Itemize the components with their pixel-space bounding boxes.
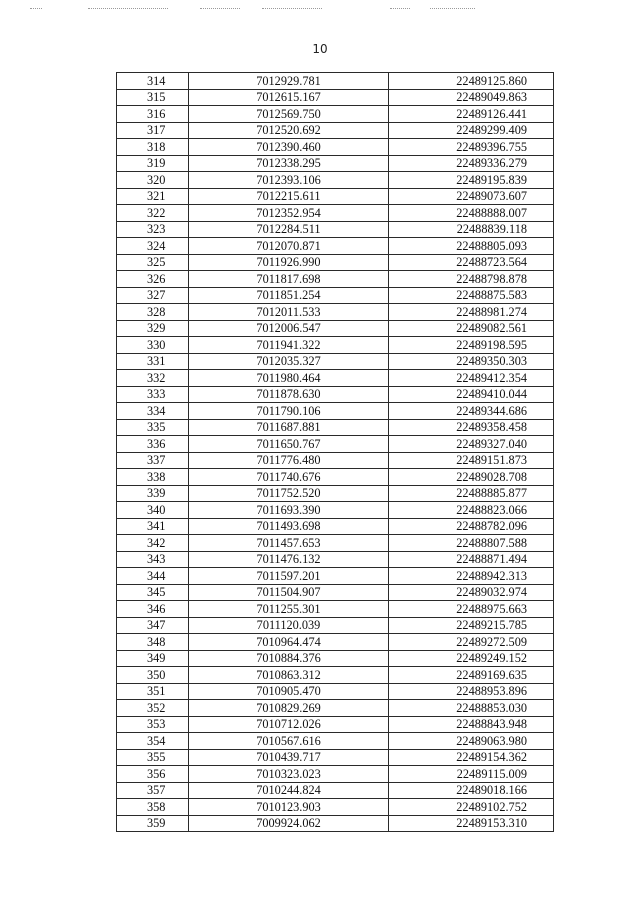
y-coordinate-cell: 22488888.007: [389, 205, 554, 222]
x-coordinate-cell: 7010712.026: [189, 716, 389, 733]
page-number: 10: [312, 42, 328, 56]
table-row: [117, 205, 554, 222]
table-row: [117, 634, 554, 651]
point-number-cell: 342: [117, 535, 189, 552]
x-coordinate-cell: 7011851.254: [189, 287, 389, 304]
x-coordinate-cell: 7010884.376: [189, 650, 389, 667]
x-coordinate-cell: 7012070.871: [189, 238, 389, 255]
table-row: [117, 518, 554, 535]
point-number-cell: 339: [117, 485, 189, 502]
x-coordinate-cell: 7012035.327: [189, 353, 389, 370]
x-coordinate-cell: 7010829.269: [189, 700, 389, 717]
y-coordinate-cell: 22489195.839: [389, 172, 554, 189]
table-row: [117, 617, 554, 634]
y-coordinate-cell: 22489198.595: [389, 337, 554, 354]
point-number-cell: 341: [117, 518, 189, 535]
table-row: [117, 452, 554, 469]
y-coordinate-cell: 22488807.588: [389, 535, 554, 552]
point-number-cell: 315: [117, 89, 189, 106]
x-coordinate-cell: 7012006.547: [189, 320, 389, 337]
x-coordinate-cell: 7011255.301: [189, 601, 389, 618]
x-coordinate-cell: 7010964.474: [189, 634, 389, 651]
x-coordinate-cell: 7011878.630: [189, 386, 389, 403]
point-number-cell: 325: [117, 254, 189, 271]
point-number-cell: 321: [117, 188, 189, 205]
y-coordinate-cell: 22489049.863: [389, 89, 554, 106]
table-row: [117, 749, 554, 766]
table-row: [117, 601, 554, 618]
y-coordinate-cell: 22488839.118: [389, 221, 554, 238]
table-row: [117, 535, 554, 552]
y-coordinate-cell: 22489063.980: [389, 733, 554, 750]
point-number-cell: 334: [117, 403, 189, 420]
table-row: [117, 353, 554, 370]
y-coordinate-cell: 22489032.974: [389, 584, 554, 601]
point-number-cell: 357: [117, 782, 189, 799]
point-number-cell: 338: [117, 469, 189, 486]
point-number-cell: 337: [117, 452, 189, 469]
point-number-cell: 355: [117, 749, 189, 766]
y-coordinate-cell: 22489215.785: [389, 617, 554, 634]
table-row: [117, 337, 554, 354]
point-number-cell: 318: [117, 139, 189, 156]
scan-header-artifacts: [30, 8, 490, 12]
y-coordinate-cell: 22489412.354: [389, 370, 554, 387]
x-coordinate-cell: 7010123.903: [189, 799, 389, 816]
y-coordinate-cell: 22488871.494: [389, 551, 554, 568]
y-coordinate-cell: 22489350.303: [389, 353, 554, 370]
x-coordinate-cell: 7010244.824: [189, 782, 389, 799]
y-coordinate-cell: 22488975.663: [389, 601, 554, 618]
table-row: [117, 271, 554, 288]
point-number-cell: 327: [117, 287, 189, 304]
x-coordinate-cell: 7012011.533: [189, 304, 389, 321]
point-number-cell: 349: [117, 650, 189, 667]
x-coordinate-cell: 7011740.676: [189, 469, 389, 486]
point-number-cell: 352: [117, 700, 189, 717]
y-coordinate-cell: 22489327.040: [389, 436, 554, 453]
x-coordinate-cell: 7011776.480: [189, 452, 389, 469]
point-number-cell: 326: [117, 271, 189, 288]
point-number-cell: 335: [117, 419, 189, 436]
x-coordinate-cell: 7012390.460: [189, 139, 389, 156]
y-coordinate-cell: 22488853.030: [389, 700, 554, 717]
x-coordinate-cell: 7010323.023: [189, 766, 389, 783]
y-coordinate-cell: 22489249.152: [389, 650, 554, 667]
x-coordinate-cell: 7011476.132: [189, 551, 389, 568]
x-coordinate-cell: 7011817.698: [189, 271, 389, 288]
point-number-cell: 351: [117, 683, 189, 700]
point-number-cell: 346: [117, 601, 189, 618]
point-number-cell: 336: [117, 436, 189, 453]
table-row: [117, 766, 554, 783]
table-row: [117, 815, 554, 832]
point-number-cell: 343: [117, 551, 189, 568]
y-coordinate-cell: 22489410.044: [389, 386, 554, 403]
table-row: [117, 221, 554, 238]
y-coordinate-cell: 22488953.896: [389, 683, 554, 700]
point-number-cell: 320: [117, 172, 189, 189]
x-coordinate-cell: 7011926.990: [189, 254, 389, 271]
x-coordinate-cell: 7012615.167: [189, 89, 389, 106]
table-row: [117, 502, 554, 519]
y-coordinate-cell: 22488805.093: [389, 238, 554, 255]
x-coordinate-cell: 7009924.062: [189, 815, 389, 832]
x-coordinate-cell: 7012393.106: [189, 172, 389, 189]
table-row: [117, 436, 554, 453]
table-row: [117, 584, 554, 601]
x-coordinate-cell: 7011790.106: [189, 403, 389, 420]
point-number-cell: 359: [117, 815, 189, 832]
y-coordinate-cell: 22488981.274: [389, 304, 554, 321]
x-coordinate-cell: 7010439.717: [189, 749, 389, 766]
y-coordinate-cell: 22489154.362: [389, 749, 554, 766]
y-coordinate-cell: 22489102.752: [389, 799, 554, 816]
y-coordinate-cell: 22488723.564: [389, 254, 554, 271]
point-number-cell: 345: [117, 584, 189, 601]
y-coordinate-cell: 22489126.441: [389, 106, 554, 123]
table-row: [117, 238, 554, 255]
y-coordinate-cell: 22489344.686: [389, 403, 554, 420]
x-coordinate-cell: 7012338.295: [189, 155, 389, 172]
x-coordinate-cell: 7012520.692: [189, 122, 389, 139]
table-row: [117, 485, 554, 502]
point-number-cell: 323: [117, 221, 189, 238]
table-row: [117, 172, 554, 189]
x-coordinate-cell: 7011980.464: [189, 370, 389, 387]
table-row: [117, 304, 554, 321]
y-coordinate-cell: 22488782.096: [389, 518, 554, 535]
x-coordinate-cell: 7012569.750: [189, 106, 389, 123]
x-coordinate-cell: 7010863.312: [189, 667, 389, 684]
table-row: [117, 155, 554, 172]
point-number-cell: 329: [117, 320, 189, 337]
table-row: [117, 386, 554, 403]
point-number-cell: 328: [117, 304, 189, 321]
point-number-cell: 340: [117, 502, 189, 519]
y-coordinate-cell: 22489336.279: [389, 155, 554, 172]
table-row: [117, 73, 554, 90]
point-number-cell: 322: [117, 205, 189, 222]
point-number-cell: 350: [117, 667, 189, 684]
x-coordinate-cell: 7010567.616: [189, 733, 389, 750]
table-row: [117, 568, 554, 585]
x-coordinate-cell: 7011120.039: [189, 617, 389, 634]
point-number-cell: 331: [117, 353, 189, 370]
x-coordinate-cell: 7012352.954: [189, 205, 389, 222]
table-row: [117, 551, 554, 568]
point-number-cell: 330: [117, 337, 189, 354]
y-coordinate-cell: 22489082.561: [389, 320, 554, 337]
y-coordinate-cell: 22489151.873: [389, 452, 554, 469]
point-number-cell: 314: [117, 73, 189, 90]
y-coordinate-cell: 22489358.458: [389, 419, 554, 436]
y-coordinate-cell: 22489073.607: [389, 188, 554, 205]
point-number-cell: 356: [117, 766, 189, 783]
y-coordinate-cell: 22488875.583: [389, 287, 554, 304]
point-number-cell: 324: [117, 238, 189, 255]
coordinates-table-body: [117, 73, 554, 832]
coordinates-table: [116, 72, 554, 832]
x-coordinate-cell: 7011650.767: [189, 436, 389, 453]
table-row: [117, 799, 554, 816]
x-coordinate-cell: 7010905.470: [189, 683, 389, 700]
y-coordinate-cell: 22488798.878: [389, 271, 554, 288]
table-row: [117, 403, 554, 420]
x-coordinate-cell: 7012215.611: [189, 188, 389, 205]
table-row: [117, 782, 554, 799]
y-coordinate-cell: 22489169.635: [389, 667, 554, 684]
point-number-cell: 333: [117, 386, 189, 403]
table-row: [117, 122, 554, 139]
y-coordinate-cell: 22489115.009: [389, 766, 554, 783]
x-coordinate-cell: 7011687.881: [189, 419, 389, 436]
y-coordinate-cell: 22488942.313: [389, 568, 554, 585]
x-coordinate-cell: 7011693.390: [189, 502, 389, 519]
table-row: [117, 188, 554, 205]
table-row: [117, 650, 554, 667]
x-coordinate-cell: 7011457.653: [189, 535, 389, 552]
x-coordinate-cell: 7011597.201: [189, 568, 389, 585]
table-row: [117, 89, 554, 106]
table-row: [117, 139, 554, 156]
table-row: [117, 419, 554, 436]
table-row: [117, 287, 554, 304]
point-number-cell: 348: [117, 634, 189, 651]
point-number-cell: 353: [117, 716, 189, 733]
table-row: [117, 254, 554, 271]
y-coordinate-cell: 22489153.310: [389, 815, 554, 832]
point-number-cell: 344: [117, 568, 189, 585]
x-coordinate-cell: 7012284.511: [189, 221, 389, 238]
point-number-cell: 319: [117, 155, 189, 172]
x-coordinate-cell: 7012929.781: [189, 73, 389, 90]
x-coordinate-cell: 7011504.907: [189, 584, 389, 601]
y-coordinate-cell: 22488823.066: [389, 502, 554, 519]
y-coordinate-cell: 22488843.948: [389, 716, 554, 733]
table-row: [117, 733, 554, 750]
point-number-cell: 317: [117, 122, 189, 139]
table-row: [117, 106, 554, 123]
y-coordinate-cell: 22489018.166: [389, 782, 554, 799]
table-row: [117, 469, 554, 486]
point-number-cell: 332: [117, 370, 189, 387]
x-coordinate-cell: 7011752.520: [189, 485, 389, 502]
y-coordinate-cell: 22488885.877: [389, 485, 554, 502]
point-number-cell: 347: [117, 617, 189, 634]
table-row: [117, 683, 554, 700]
y-coordinate-cell: 22489028.708: [389, 469, 554, 486]
x-coordinate-cell: 7011493.698: [189, 518, 389, 535]
y-coordinate-cell: 22489299.409: [389, 122, 554, 139]
y-coordinate-cell: 22489125.860: [389, 73, 554, 90]
y-coordinate-cell: 22489396.755: [389, 139, 554, 156]
x-coordinate-cell: 7011941.322: [189, 337, 389, 354]
table-row: [117, 320, 554, 337]
point-number-cell: 316: [117, 106, 189, 123]
y-coordinate-cell: 22489272.509: [389, 634, 554, 651]
point-number-cell: 358: [117, 799, 189, 816]
table-row: [117, 716, 554, 733]
table-row: [117, 667, 554, 684]
table-row: [117, 370, 554, 387]
table-row: [117, 700, 554, 717]
point-number-cell: 354: [117, 733, 189, 750]
